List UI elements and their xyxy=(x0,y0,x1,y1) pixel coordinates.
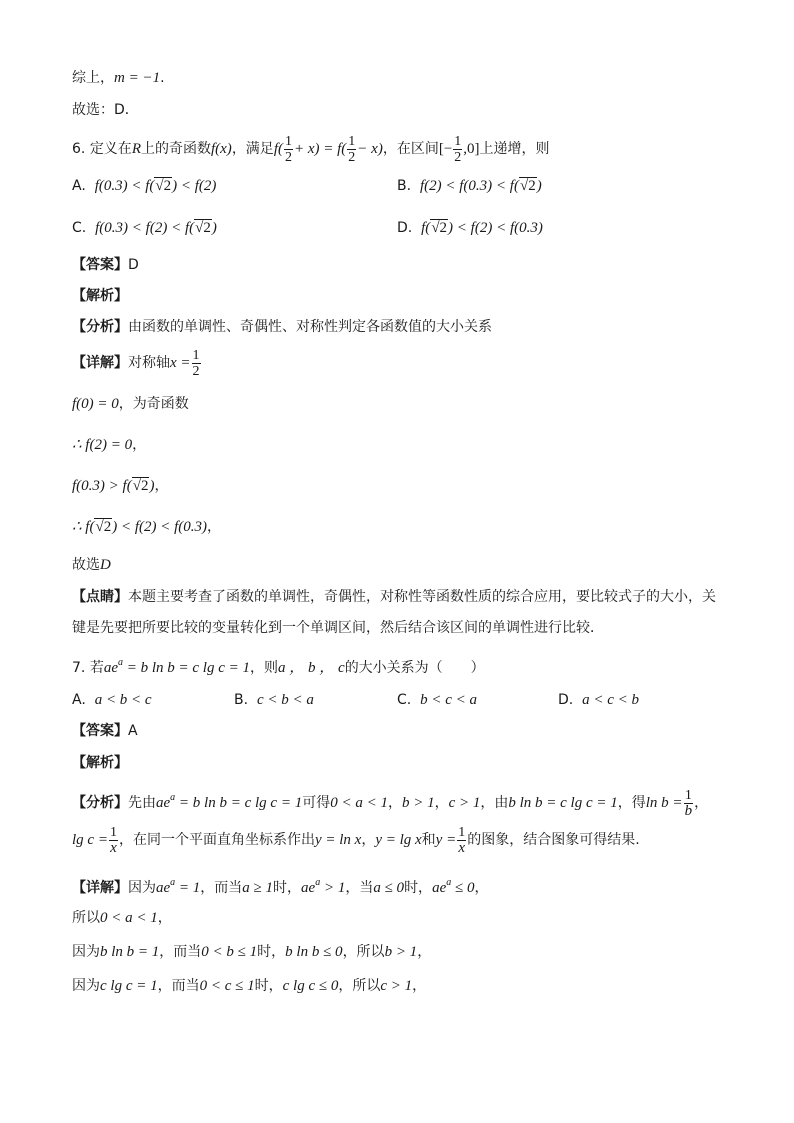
q6-option-d xyxy=(397,218,543,238)
f1-eq2: = b ln b = c lg c = 1 xyxy=(175,795,303,811)
f2-d: ， xyxy=(361,832,376,848)
q6-dianjing-2 xyxy=(72,618,604,638)
f1-d: ， xyxy=(387,795,402,811)
sqrt-icon: √2 xyxy=(132,478,149,494)
frac-den: 2 xyxy=(192,363,200,379)
f1-e: b > 1 xyxy=(401,795,435,811)
option-label: B. xyxy=(397,178,412,194)
frac-num: 1 xyxy=(458,824,466,840)
q7-detail-1 xyxy=(72,873,488,898)
option-label: C. xyxy=(72,220,87,236)
q6-eq-mid2: − x) xyxy=(357,141,383,157)
d1-eq: ae xyxy=(156,880,171,896)
q6-frac-2 xyxy=(347,134,356,165)
step-math: f(0) = 0 xyxy=(72,396,119,412)
f1-a: 先由 xyxy=(128,795,156,811)
radicand: 2 xyxy=(528,178,536,194)
option-pre: f(2) < f(0.3) < f( xyxy=(419,178,519,194)
d1-e: ae xyxy=(301,880,316,896)
fenxi-text: 由函数的单调性、奇偶性、对称性判定各函数值的大小关系 xyxy=(128,319,492,335)
q6-text-b: 上的奇函数 xyxy=(140,141,211,157)
sqrt-icon: √2 xyxy=(195,220,211,236)
step-pre: f(0.3) > f( xyxy=(72,478,132,494)
d4-i: ， xyxy=(412,978,427,994)
analysis-tag: 【解析】 xyxy=(72,288,128,304)
f2-c: y = ln x xyxy=(314,832,362,848)
q7-stem xyxy=(72,653,485,678)
d1-eq2: = 1 xyxy=(175,880,201,896)
choose-text: 故选 xyxy=(72,557,100,573)
fenxi-tag: 【分析】 xyxy=(72,795,128,811)
frac-den: 2 xyxy=(284,149,292,165)
option-expr: a < c < b xyxy=(582,692,640,708)
d1-g: a ≤ 0 xyxy=(373,880,405,896)
q7-detail-2 xyxy=(72,908,172,928)
q7-number: 7. xyxy=(72,660,90,676)
f1-k: ln b = xyxy=(645,795,683,811)
choose-value: D xyxy=(100,557,111,573)
summary-text: 综上， xyxy=(72,70,114,86)
frac-num: 1 xyxy=(192,347,200,363)
d2-c: ， xyxy=(157,910,172,926)
q6-option-b xyxy=(397,176,542,196)
q6-R: R xyxy=(131,141,141,157)
q6-answer xyxy=(72,255,139,275)
q7-text-c: 的大小关系为（ ） xyxy=(344,660,485,676)
answer-tag: 【答案】 xyxy=(72,257,128,273)
q6-fenxi xyxy=(72,317,492,337)
sqrt-icon: √2 xyxy=(431,220,448,236)
f2-g: y = xyxy=(435,832,457,848)
step-text: ， xyxy=(132,437,147,453)
d3-a: 因为 xyxy=(72,944,100,960)
sqrt-icon: √2 xyxy=(95,519,112,535)
option-post: ) xyxy=(536,178,542,194)
f1-c: 0 < a < 1 xyxy=(330,795,388,811)
xiangjie-text: 对称轴 xyxy=(128,355,170,371)
step-post: ) < f(2) < f(0.3) xyxy=(112,519,208,535)
d3-d: 0 < b ≤ 1 xyxy=(201,944,258,960)
frac-num: 1 xyxy=(284,133,292,149)
option-pre: f( xyxy=(421,220,431,236)
option-label: C. xyxy=(397,692,412,708)
q6-xiangjie xyxy=(72,345,202,381)
d2-b: 0 < a < 1 xyxy=(100,910,158,926)
d2-a: 所以 xyxy=(72,910,100,926)
option-label: D. xyxy=(397,220,413,236)
radicand: 2 xyxy=(103,519,112,535)
f2-e: y = lg x xyxy=(375,832,422,848)
f2-frac-1 xyxy=(109,825,118,856)
frac-den: b xyxy=(684,802,693,819)
q6-interval-l: [− xyxy=(438,141,453,157)
frac-den: 2 xyxy=(454,149,462,165)
answer-value: A xyxy=(128,723,138,739)
q6-step-3 xyxy=(72,476,168,496)
q6-analysis-tag xyxy=(72,286,128,306)
frac-num: 1 xyxy=(454,133,462,149)
q6-text-e: 上递增，则 xyxy=(479,141,550,157)
q7-eq-rest: = b ln b = c lg c = 1 xyxy=(122,660,251,676)
f1-b: 可得 xyxy=(302,795,331,811)
option-label: B. xyxy=(234,692,249,708)
xiangjie-tag: 【详解】 xyxy=(72,880,128,896)
f1-h: ，由 xyxy=(480,795,509,811)
option-post: ) < f(2) xyxy=(172,178,217,194)
radicand: 2 xyxy=(163,178,172,194)
d4-e: 时， xyxy=(254,978,283,994)
d3-h: b > 1 xyxy=(384,944,418,960)
frac-den: 2 xyxy=(348,149,356,165)
d4-h: c > 1 xyxy=(380,978,413,994)
q6-stem xyxy=(72,132,550,166)
q7-text-a: 若 xyxy=(89,660,104,676)
step-math: ∴ f(2) = 0 xyxy=(72,437,133,453)
f2-h: 的图象，结合图象可得结果. xyxy=(467,832,640,848)
f1-j: ，得 xyxy=(617,795,646,811)
d1-i2: ≤ 0 xyxy=(451,880,475,896)
frac-num: 1 xyxy=(348,133,356,149)
frac-den: x xyxy=(110,839,117,856)
sqrt-icon: √2 xyxy=(519,178,536,194)
option-pre: f(0.3) < f( xyxy=(94,178,155,194)
f2-f: 和 xyxy=(421,832,436,848)
step-pre: ∴ f( xyxy=(72,519,95,535)
d1-d: 时， xyxy=(273,880,302,896)
choose-text: 故选：D． xyxy=(72,102,139,118)
q7-eq: ae xyxy=(103,660,118,676)
d1-j: ， xyxy=(474,880,489,896)
q7-detail-4 xyxy=(72,976,426,996)
d4-c: ，而当 xyxy=(157,978,200,994)
q6-step-2 xyxy=(72,435,146,455)
f2-frac-2 xyxy=(457,825,466,856)
q6-eq-mid1: + x) = f( xyxy=(293,141,347,157)
option-label: A. xyxy=(72,178,86,194)
axis-expr: x = xyxy=(170,355,191,371)
step-text: ， xyxy=(154,478,169,494)
q7-eq-sup: a xyxy=(117,657,123,668)
q6-text-a: 定义在 xyxy=(89,141,132,157)
d1-e2: > 1 xyxy=(320,880,346,896)
xiangjie-tag: 【详解】 xyxy=(72,355,128,371)
q7-analysis-tag xyxy=(72,753,128,773)
answer-tag: 【答案】 xyxy=(72,723,128,739)
option-label: D. xyxy=(558,692,574,708)
f1-f: ， xyxy=(434,795,449,811)
option-post: ) < f(2) < f(0.3) xyxy=(448,220,543,236)
q7-detail-3 xyxy=(72,942,431,962)
f1-sup: a xyxy=(170,792,176,803)
q7-option-d xyxy=(558,690,639,710)
d3-f: b ln b ≤ 0 xyxy=(285,944,343,960)
q7-answer xyxy=(72,721,138,741)
d1-c: a ≥ 1 xyxy=(242,880,274,896)
d3-i: ， xyxy=(417,944,432,960)
dianjing-tag: 【点睛】 xyxy=(72,589,128,605)
d3-c: ，而当 xyxy=(159,944,202,960)
fenxi-tag: 【分析】 xyxy=(72,319,128,335)
q7-option-b xyxy=(234,690,314,710)
frac-num: 1 xyxy=(684,787,692,803)
f1-g: c > 1 xyxy=(448,795,481,811)
step-text: ，为奇函数 xyxy=(118,396,189,412)
option-label: A. xyxy=(72,692,86,708)
q6-choose xyxy=(72,555,111,575)
axis-frac xyxy=(192,348,201,379)
q6-step-1 xyxy=(72,394,189,414)
option-expr: b < c < a xyxy=(420,692,478,708)
d4-g: ，所以 xyxy=(338,978,381,994)
answer-value: D xyxy=(128,257,139,273)
q7-option-c xyxy=(397,690,477,710)
q7-vars: a ， b ， c xyxy=(278,660,345,676)
option-post: ) xyxy=(211,220,217,236)
q6-number: 6. xyxy=(72,141,90,157)
q6-eq-left: f( xyxy=(273,141,283,157)
dianjing-text-1: 本题主要考查了函数的单调性，奇偶性，对称性等函数性质的综合应用，要比较式子的大小，关 xyxy=(128,589,716,605)
d4-f: c lg c ≤ 0 xyxy=(282,978,339,994)
q6-frac-3 xyxy=(453,134,462,165)
option-expr: c < b < a xyxy=(256,692,314,708)
frac-num: 1 xyxy=(109,824,117,840)
dianjing-text-2: 键是先要把所要比较的变量转化到一个单调区间，然后结合该区间的单调性进行比较． xyxy=(72,620,604,636)
d1-i: ae xyxy=(432,880,447,896)
d4-b: c lg c = 1 xyxy=(100,978,158,994)
d4-d: 0 < c ≤ 1 xyxy=(199,978,255,994)
d1-sup: a xyxy=(170,877,176,888)
sqrt-icon: √2 xyxy=(155,178,172,194)
f2-a: lg c = xyxy=(72,832,108,848)
q7-text-b: ，则 xyxy=(250,660,279,676)
q6-option-c xyxy=(72,218,217,238)
q6-fx: f(x) xyxy=(210,141,232,157)
q6-frac-1 xyxy=(284,134,293,165)
step-text: ， xyxy=(207,519,222,535)
q7-option-a xyxy=(72,690,152,710)
summary-end: . xyxy=(160,70,165,86)
q7-fenxi-2 xyxy=(72,822,640,858)
analysis-tag: 【解析】 xyxy=(72,755,128,771)
radicand: 2 xyxy=(140,478,149,494)
d1-esup: a xyxy=(315,877,321,888)
option-pre: f(0.3) < f(2) < f( xyxy=(95,220,195,236)
q6-interval-r: ,0] xyxy=(463,141,480,157)
q6-option-a xyxy=(72,176,216,196)
q6-text-d: ，在区间 xyxy=(382,141,439,157)
summary-line xyxy=(72,68,165,88)
choose-line-1 xyxy=(72,100,139,120)
q6-step-4 xyxy=(72,517,221,537)
summary-math: m = −1 xyxy=(114,70,161,86)
d1-h: 时， xyxy=(404,880,433,896)
f1-frac xyxy=(684,788,694,819)
frac-den: x xyxy=(458,839,466,856)
f1-end: ， xyxy=(694,795,709,811)
option-expr: a < b < c xyxy=(94,692,152,708)
f1-eq: ae xyxy=(156,795,171,811)
radicand: 2 xyxy=(203,220,211,236)
d3-e: 时， xyxy=(257,944,286,960)
d3-g: ，所以 xyxy=(342,944,385,960)
q6-text-c: ，满足 xyxy=(231,141,274,157)
q6-dianjing-1 xyxy=(72,587,716,607)
d1-isup: a xyxy=(446,877,452,888)
q7-fenxi-1 xyxy=(72,780,708,821)
step-post: ) xyxy=(149,478,155,494)
d1-f: ，当 xyxy=(345,880,374,896)
d1-b: ，而当 xyxy=(200,880,243,896)
radicand: 2 xyxy=(439,220,448,236)
f2-b: ，在同一个平面直角坐标系作出 xyxy=(118,832,315,848)
d3-b: b ln b = 1 xyxy=(100,944,160,960)
d1-a: 因为 xyxy=(128,880,156,896)
d4-a: 因为 xyxy=(72,978,100,994)
f1-i: b ln b = c lg c = 1 xyxy=(508,795,618,811)
